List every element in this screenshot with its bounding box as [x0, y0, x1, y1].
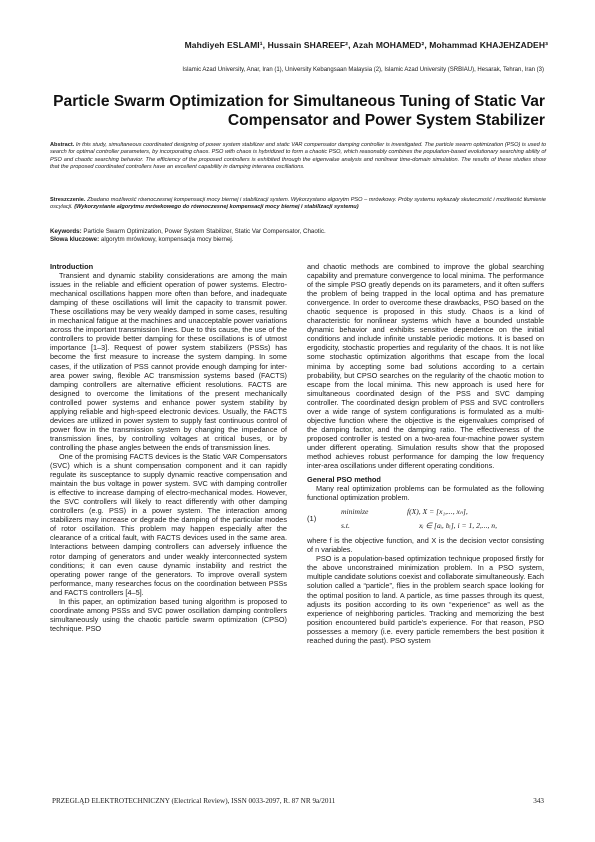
paper-title: Particle Swarm Optimization for Simultaneous Tuning of Static Var Compensator and Power System Stabilizer	[53, 93, 545, 129]
section-heading-general-pso: General PSO method	[307, 475, 381, 485]
polish-title: (Wykorzystanie algorytmu mrówkowego do równoczesnej kompensacji mocy biernej i stabilizacji systemu)	[74, 204, 359, 211]
right-column	[307, 262, 544, 645]
paragraph: PSO is a population-based optimization technique proposed firstly for the above unconstrained minimization problem. In a PSO system, multiple candidate solutions coexist and collaborate simultaneously. Each solution called a “particle”, flies in the problem search space looking for the optimal position to land. A particle, as time passes through its quest, adjusts its position according to its own “experience” as well as the experience of neighboring particles. Tracking and memorizing the best position encountered build particle's experience. For that reason, PSO possesses a memory (i.e. every particle remembers the best position it reached during the past). PSO system	[307, 554, 544, 645]
paragraph: where f is the objective function, and X is the decision vector consisting of n variables.	[307, 536, 544, 555]
page-number: 343	[533, 797, 544, 805]
keywords	[50, 228, 546, 244]
paragraph: Transient and dynamic stability considerations are among the main issues in the reliable and efficient operation of power systems. Electro-mechanical oscillations happen more often than before, and inadequate damping of these oscillations will limit the capacity to transmit power. These oscillations may be very weakly damped in some cases, resulting in mechanical fatigue at the machines and unacceptable power variations across the important transmission lines. Due to this cause, the use of the controllers to provide better damping for these oscillations is of utmost importance [1–3]. Request of power system stabilizers (PSSs) has become the first measure to increase the system damping. In some cases, if the utilization of PSS cannot provide enough damping for inter-area power swing, flexible AC transmission systems based (FACTS) damping controllers are alternative efficient resolutions. FACTS are designed to overcome the limitations of the present mechanically controlled power systems and enhance power system stability by applying reliable and high-speed electronic devices. Usually, the FACTS devices are utilized in power system to supply fast continuous control of power flow in the transmission system by changing the impedance of transmission lines, by controlling voltages at critical buses, or by controlling the phase angles between the ends of transmission lines.	[50, 271, 287, 452]
affiliations: Islamic Azad University, Anar, Iran (1), University Kebangsaan Malaysia (2), Islamic Azad University (SRBIAU), Hesarak, Tehran, Iran (3)	[182, 67, 544, 73]
equation-minimize: minimize	[341, 507, 369, 517]
equation-number: (1)	[307, 514, 317, 524]
abstract	[50, 142, 546, 172]
abstract-label: Abstract.	[50, 142, 75, 148]
abstract-text: In this study, simultaneous coordinated designing of power system stabilizer and static VAR compensator damping controller is investigated. The particle swarm optimization (PSO) is used to search for optimal controller parameters, by incorporating chaos. PSO with chaos is hybridized to form a chaotic PSO, which reasonably combines the population-based evolutionary searching ability of PSO and chaotic searching behavior. The efficiency of the proposed controllers is exhibited through the eigenvalue analysis and nonlinear time-domain simulation. The results of these studies show that the proposed coordinated controllers have an excellent capability in damping interarea oscillations.	[50, 142, 546, 171]
equation-constraint: xᵢ ∈ [aᵢ, bᵢ], i = 1, 2,..., n,	[419, 521, 497, 531]
equation-objective: f(X), X = [x₁,..., xₙ],	[407, 507, 468, 517]
paragraph: and chaotic methods are combined to improve the global searching capability and premature convergence to local minima. The performance of the simple PSO greatly depends on its parameters, and it often suffers the problem of being trapped in the local optima and has premature convergence. In order to overcome these drawbacks, PSO based on the chaotic sequence is proposed in this study. Chaos is a kind of characteristic for nonlinear systems which have a bounded unstable dynamic behavior and exhibits sensitive dependence on the initial conditions and include infinite unstable periodic motions. It is based on ergodicity, stochastic properties and regularity of the chaos. It is not like some stochastic optimization algorithms that escape from the local minima by accepting some bad solutions according to a certain probability, but CPSO searches on the regularity of the chaotic motion to escape from the local minima. This new approach is used here for simultaneous coordinated design of the PSS and SVC damping controller. The coordinated design problem of PSS and SVC controllers over a wide range of system configurations is formulated as a multi-objective function where the objective is the eigenvalues comprised of the damping factor, and the damping ratio. The effectiveness of the proposed controller is tested on a two-area four-machine power system under different operating. Simulation results show that the proposed method achieves robust performance for damping the low frequency inter-area oscillations under different operating conditions.	[307, 262, 544, 471]
keywords-pl	[50, 236, 546, 244]
keywords-label: Keywords:	[50, 228, 82, 235]
streszczenie-label: Streszczenie.	[50, 197, 86, 203]
author-list: Mahdiyeh ESLAMI¹, Hussain SHAREEF², Azah MOHAMED², Mohammad KHAJEHZADEH³	[184, 40, 548, 50]
keywords-pl-label: Słowa kluczowe:	[50, 236, 100, 243]
paragraph: One of the promising FACTS devices is the Static VAR Compensators (SVC) which is a shunt compensation component and it can rapidly regulate its susceptance to supply dynamic reactive compensation and maintain the bus voltage in power system. SVC with damping controller is effective to increase damping of electro-mechanical modes. However, the SVC controllers will likely to react differently with other damping controllers (e.g. PSS) in a power system. The interaction among stabilizers may increase or degrade the damping of the particular modes of rotor oscillation. This problem may happen especially after the clearance of a critical fault, with FACTS devices used in the same area. Interactions between damping controllers can adversely influence the rotor damping of generators and under weakly interconnected system conditions; it can even cause dynamic instability and restrict the operating power range of the generators. To improve overall system performance, many researches focus on the coordination between PSSs and FACTS controllers [4–5].	[50, 451, 287, 597]
equation-subject-to: s.t.	[341, 521, 350, 531]
equation-1	[307, 504, 544, 534]
keywords-en	[50, 228, 546, 236]
journal-citation: PRZEGLĄD ELEKTROTECHNICZNY (Electrical Review), ISSN 0033-2097, R. 87 NR 9a/2011	[52, 797, 336, 805]
left-column	[50, 262, 287, 633]
keywords-text: Particle Swarm Optimization, Power System Stabilizer, Static Var Compensator, Chaotic.	[81, 228, 326, 235]
paragraph: Many real optimization problems can be formulated as the following functional optimization problem.	[307, 484, 544, 503]
streszczenie	[50, 197, 546, 212]
keywords-pl-text: algorytm mrówkowy, kompensacja mocy biernej.	[99, 236, 234, 243]
paragraph: In this paper, an optimization based tuning algorithm is proposed to coordinate among PSSs and SVC power oscillation damping controllers simultaneously using the chaotic particle swarm optimization (CPSO) technique. PSO	[50, 596, 287, 633]
streszczenie-text: Zbadano możliwość równoczesnej kompensacji mocy biernej i stabilizacji system. Wykorzystano algorytm PSO – mrówkowy. Próby systemu wykazały skuteczność i możliwość tłumienie oscylacji.	[50, 197, 546, 211]
section-heading-introduction: Introduction	[50, 262, 94, 271]
